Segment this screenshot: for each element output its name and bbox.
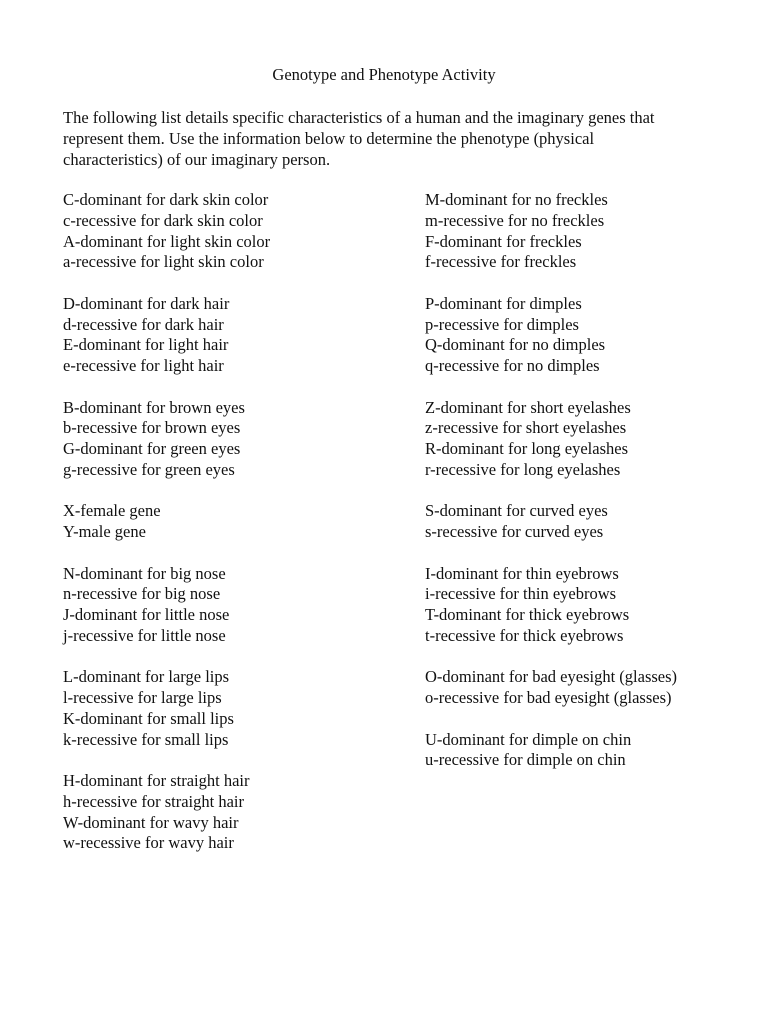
gene-group xyxy=(425,190,677,273)
gene-description: h-recessive for straight hair xyxy=(63,791,244,811)
gene-group xyxy=(63,564,270,647)
gene-description: l-recessive for large lips xyxy=(63,688,222,708)
gene-description: f-recessive for freckles xyxy=(425,252,577,272)
gene-group xyxy=(63,190,270,273)
gene-description: P-dominant for dimples xyxy=(425,293,582,313)
intro-paragraph xyxy=(63,107,723,170)
gene-description: e-recessive for light hair xyxy=(63,356,224,376)
gene-description: M-dominant for no freckles xyxy=(425,190,608,209)
gene-description: G-dominant for green eyes xyxy=(63,439,241,459)
gene-group xyxy=(425,398,677,481)
gene-group xyxy=(425,730,677,772)
gene-description: o-recessive for bad eyesight (glasses) xyxy=(425,688,672,708)
gene-description: b-recessive for brown eyes xyxy=(63,418,241,438)
gene-group xyxy=(63,294,270,377)
gene-description: F-dominant for freckles xyxy=(425,231,582,251)
gene-description: w-recessive for wavy hair xyxy=(63,833,234,853)
gene-description: a-recessive for light skin color xyxy=(63,252,264,272)
gene-description: K-dominant for small lips xyxy=(63,708,234,728)
gene-description: B-dominant for brown eyes xyxy=(63,397,245,417)
gene-description: u-recessive for dimple on chin xyxy=(425,750,626,770)
gene-description: L-dominant for large lips xyxy=(63,667,230,687)
gene-description: A-dominant for light skin color xyxy=(63,231,271,251)
gene-description: g-recessive for green eyes xyxy=(63,459,235,479)
gene-group xyxy=(63,771,270,854)
intro-line: The following list details specific characteristics of a human and the imaginary genes that xyxy=(63,108,655,127)
gene-description: z-recessive for short eyelashes xyxy=(425,418,627,438)
gene-description: c-recessive for dark skin color xyxy=(63,210,263,230)
gene-group xyxy=(425,501,677,543)
gene-description: i-recessive for thin eyebrows xyxy=(425,584,617,604)
gene-description: m-recessive for no freckles xyxy=(425,210,605,230)
gene-description: D-dominant for dark hair xyxy=(63,293,230,313)
gene-description: p-recessive for dimples xyxy=(425,314,579,334)
gene-description: X-female gene xyxy=(63,501,161,521)
gene-group xyxy=(425,667,677,709)
gene-description: k-recessive for small lips xyxy=(63,729,229,749)
intro-line: characteristics) of our imaginary person. xyxy=(63,150,331,169)
intro-line: represent them. Use the information below to determine the phenotype (physical xyxy=(63,129,595,148)
gene-description: E-dominant for light hair xyxy=(63,335,229,355)
gene-description: Y-male gene xyxy=(63,522,146,542)
right-gene-column xyxy=(425,190,677,792)
gene-description: C-dominant for dark skin color xyxy=(63,190,269,209)
gene-description: t-recessive for thick eyebrows xyxy=(425,625,624,645)
document-title: Genotype and Phenotype Activity xyxy=(272,65,496,84)
gene-description: Q-dominant for no dimples xyxy=(425,335,606,355)
gene-description: W-dominant for wavy hair xyxy=(63,812,239,832)
gene-group xyxy=(425,294,677,377)
gene-description: n-recessive for big nose xyxy=(63,584,221,604)
gene-group xyxy=(425,564,677,647)
gene-group xyxy=(63,398,270,481)
gene-description: r-recessive for long eyelashes xyxy=(425,459,621,479)
left-gene-column xyxy=(63,190,270,875)
gene-description: U-dominant for dimple on chin xyxy=(425,729,632,749)
gene-description: j-recessive for little nose xyxy=(63,625,226,645)
gene-group xyxy=(63,501,270,543)
gene-description: T-dominant for thick eyebrows xyxy=(425,605,630,625)
gene-description: Z-dominant for short eyelashes xyxy=(425,397,631,417)
gene-description: d-recessive for dark hair xyxy=(63,314,224,334)
gene-group xyxy=(63,667,270,750)
gene-description: s-recessive for curved eyes xyxy=(425,522,604,542)
gene-description: H-dominant for straight hair xyxy=(63,771,250,791)
gene-description: J-dominant for little nose xyxy=(63,605,230,625)
gene-description: I-dominant for thin eyebrows xyxy=(425,563,619,583)
gene-description: q-recessive for no dimples xyxy=(425,356,600,376)
gene-description: N-dominant for big nose xyxy=(63,563,226,583)
gene-description: S-dominant for curved eyes xyxy=(425,501,608,521)
gene-description: R-dominant for long eyelashes xyxy=(425,439,628,459)
gene-description: O-dominant for bad eyesight (glasses) xyxy=(425,667,678,687)
